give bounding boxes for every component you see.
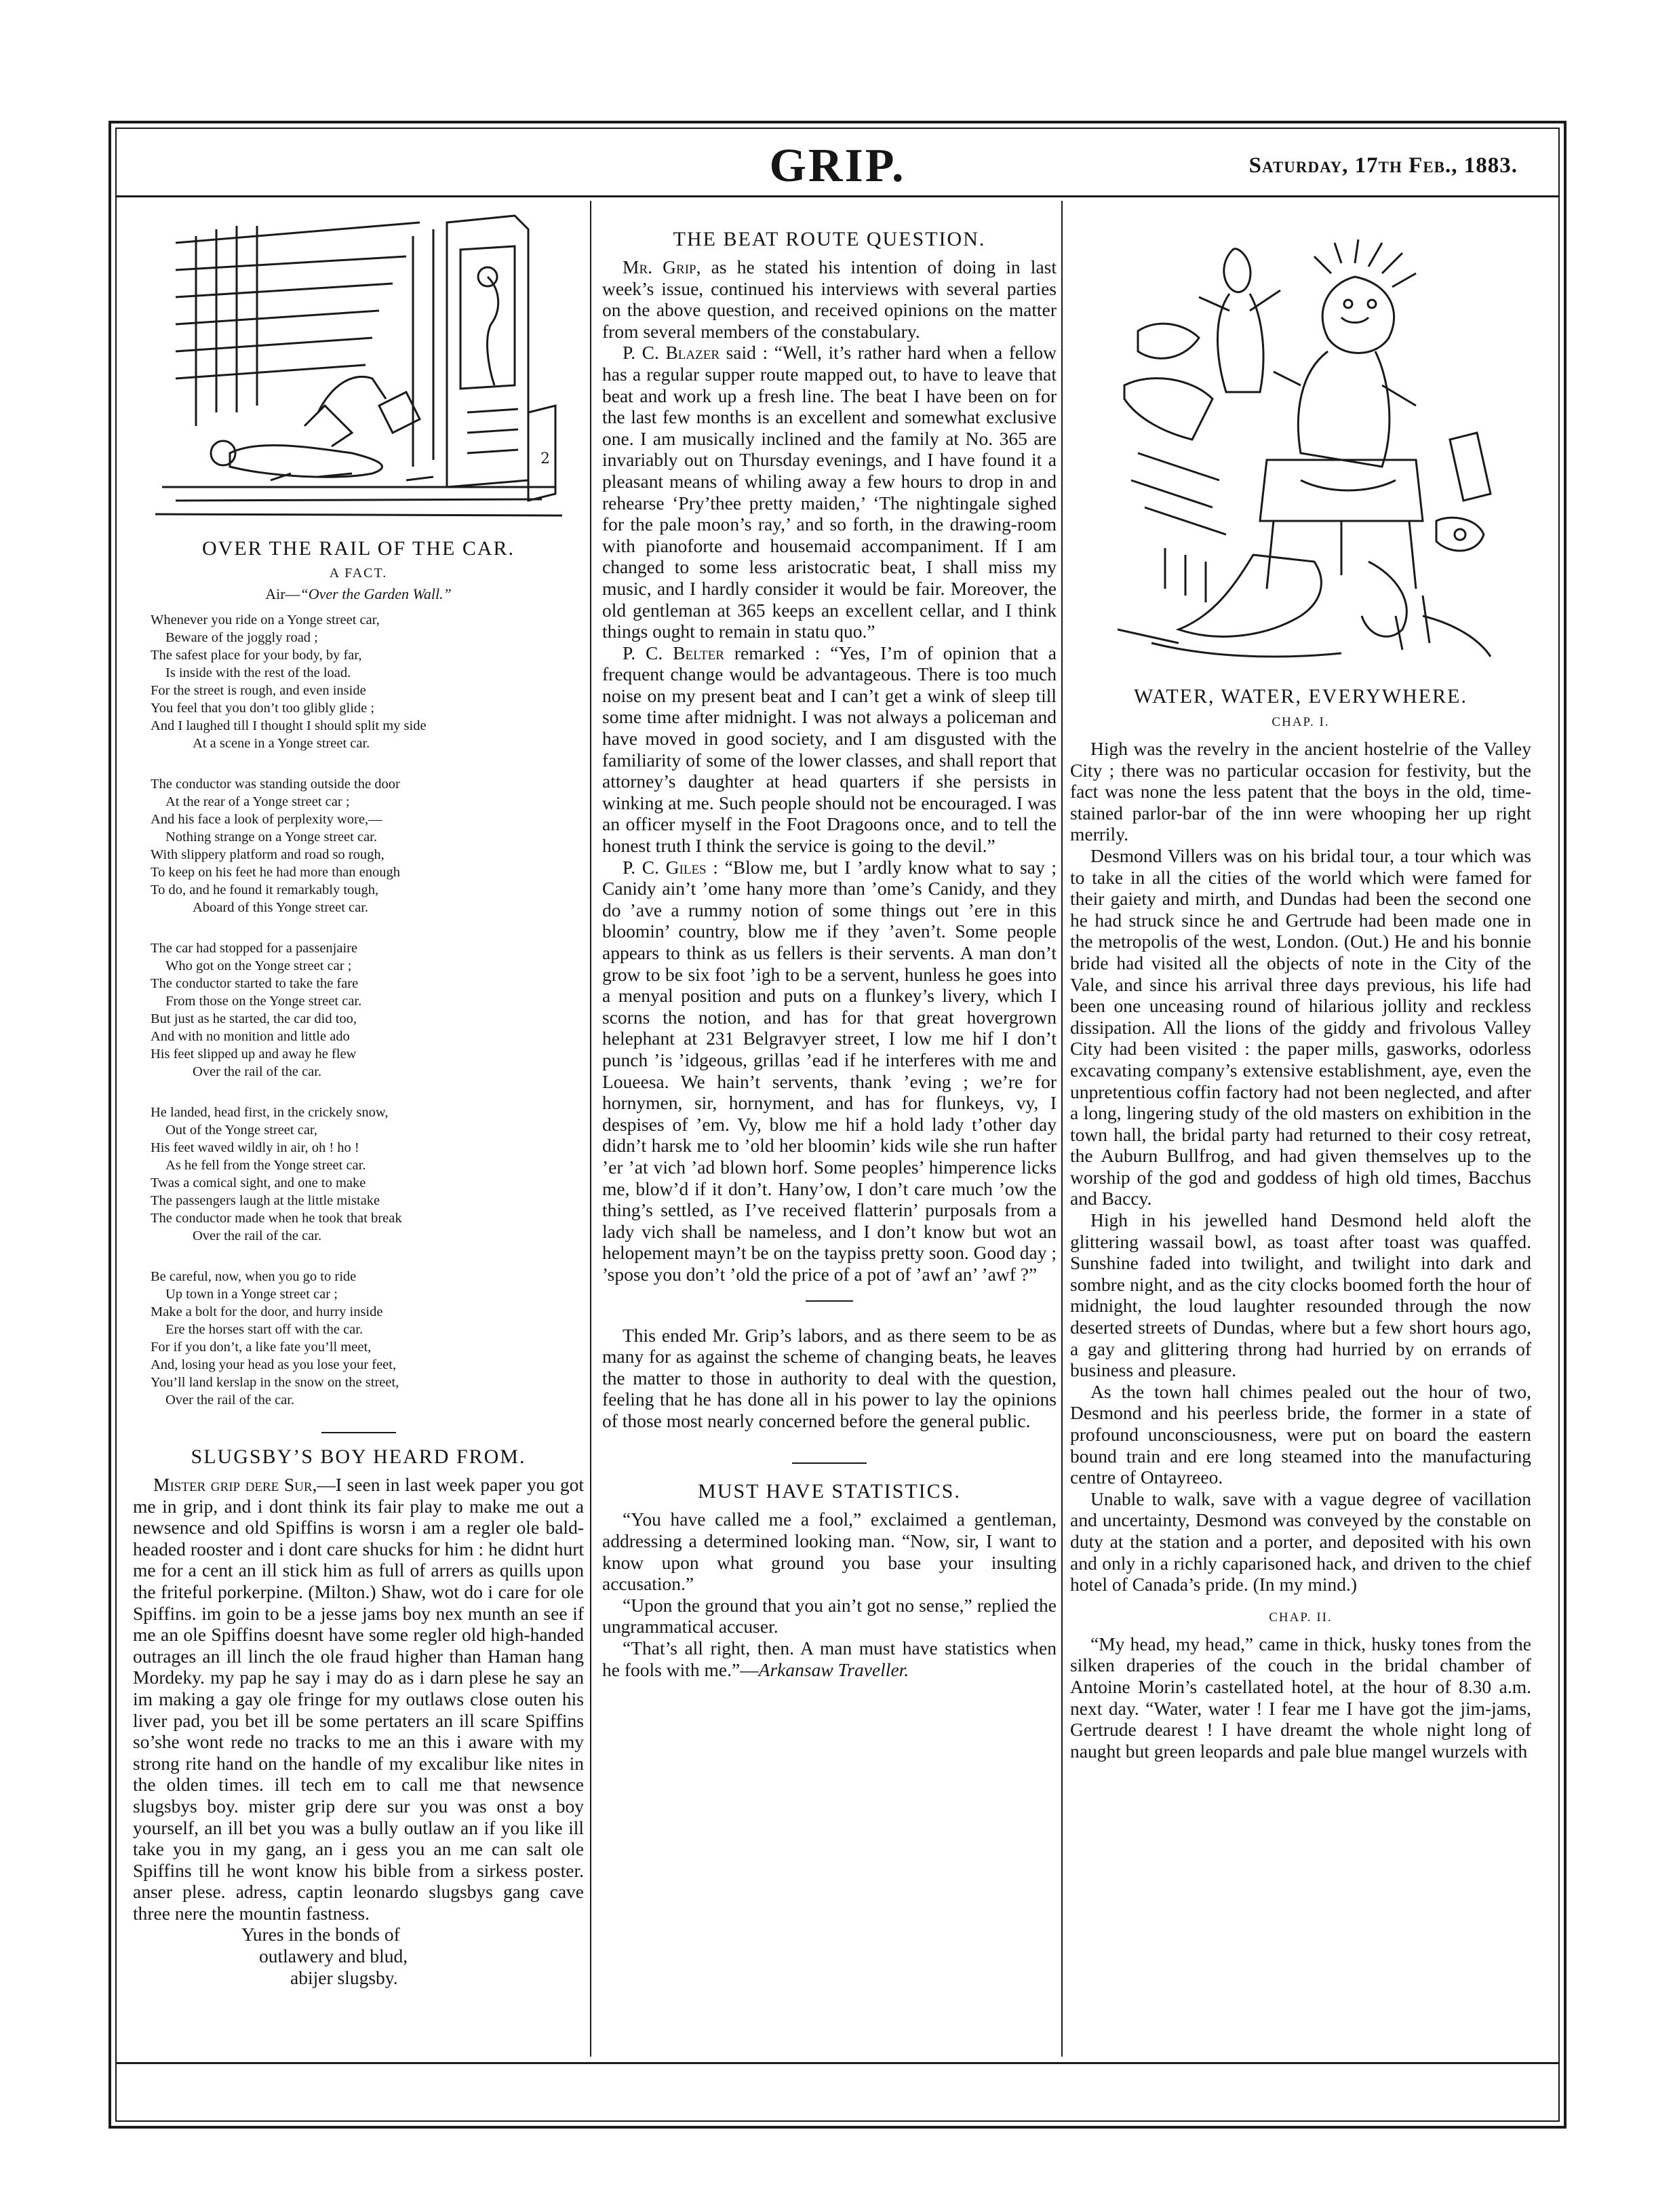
poem-line: Twas a comical sight, and one to make [151, 1176, 366, 1190]
poem-line: And, losing your head as you lose your feet, [151, 1357, 397, 1372]
poem-line: The conductor was standing outside the door [151, 777, 400, 792]
beat-text: : “Blow me, but I ’ardly know what to say ; Canidy ain’t ’ome hany more than ’ome’s Canidy, and they do ’ave a rummy notion of some things out ’ere in this bloomin’ country, blow me if they ’aven’t. Some people appears to think as us fellers is their servents. A man don’t grow to be six foot ’igh to be a servent, hunless he goes into a menyal position and puts on a flunkey’s livery, which I scorns the notion, and has for that great hovergrown helephant at 231 Belgravyer street, I low me hif I don’t punch ’is ’idgeous, grillas ’ead if he interferes with me and Loueesa. We hain’t servents, thank ’eving ; we’re for hornymen, sir, hornyment, and has for flunkeys, vy, I despises of ’em. Vy, blow me hif a hold lady t’other day didn’t harsk me to ’old her bloomin’ kids wile she run hafter ’er ’at vich ’ad blown horf. Some peoples’ himperence licks me, blow’d if it don’t. Hany’ow, I don’t care much ’ow the thing’s settled, as I’ve received flatterin’ purposals from a lady vich shall be nameless, and I don’t know but wot an helopement mayn’t be on the taypiss pretty soon. Good day ; ’spose you don’t ’old the price of a pot of ’awf an’ ’awf ?” [602, 856, 1057, 1285]
slugsby-signoff-2: outlawery and blud, [259, 1945, 408, 1967]
poem-line: Over the rail of the car. [193, 1228, 322, 1243]
beat-text: as he stated his intention of doing in last week’s issue, continued his interviews with several parties on the above question, and received opinions on the matter from several members of the constabulary. [602, 256, 1057, 342]
poem-line: To do, and he found it remarkably tough, [151, 882, 379, 897]
stats-paragraph: “Upon the ground that you ain’t got no sense,” replied the ungrammatical accuser. [602, 1594, 1057, 1637]
poem-line: Is inside with the rest of the load. [165, 665, 351, 680]
poem-line: The safest place for your body, by far, [151, 648, 362, 663]
poem-line: Nothing strange on a Yonge street car. [165, 830, 377, 845]
poem-line: To keep on his feet he had more than enough [151, 865, 401, 880]
poem-line: And with no monition and little ado [151, 1029, 350, 1044]
beat-lead: Mr. Grip, [623, 256, 701, 277]
stats-title: MUST HAVE STATISTICS. [698, 1480, 961, 1503]
stats-text: “That’s all right, then. A man must have statistics when he fools with me.”— [602, 1637, 1057, 1680]
slugsby-salutation: Mister grip dere Sur, [153, 1474, 317, 1495]
water-chapter-2: CHAP. II. [1269, 1610, 1333, 1625]
beat-paragraph [602, 342, 1057, 642]
section-divider [321, 1432, 396, 1433]
poem-body [133, 611, 584, 1409]
poem-line: You’ll land kerslap in the snow on the street, [151, 1375, 399, 1390]
poem-line: The passengers laugh at the little mistake [151, 1193, 380, 1208]
poem-line: Be careful, now, when you go to ride [151, 1269, 357, 1284]
poem-air [133, 585, 584, 603]
beat-lead: P. C. Giles [623, 856, 707, 878]
poem-line: Up town in a Yonge street car ; [165, 1287, 338, 1302]
poem-line: His feet waved wildly in air, oh ! ho ! [151, 1140, 359, 1155]
water-paragraph: Desmond Villers was on his bridal tour, a tour which was to take in all the cities of the world which were famed for their gaiety and mirth, and Dundas had been the second one he had struck since he and Gertrude had been made one in the metropolis of the west, London. (Out.) He and his bonnie bride had visited all the objects of note in the City of the Vale, and since his arrival three days previous, his life had been one unceasing round of hilarious jollity and reckless dissipation. All the lions of the giddy and frivolous Valley City had been visited : the paper mills, gasworks, odorless excavating company’s extensive establishment, aye, even the unpretentious coffin factory had not been neglected, and after a long, lingering study of the old masters on exhibition in the town hall, the bridal party had returned to their cosy retreat, the Auburn Bullfrog, and had given themselves up to the worship of the god and goddess of high old times, Bacchus and Baccy. [1070, 845, 1531, 1209]
water-chapter-1: CHAP. I. [1272, 715, 1330, 729]
poem-stanza [151, 1268, 584, 1409]
poem-line: Over the rail of the car. [165, 1393, 295, 1408]
water-paragraph: High in his jewelled hand Desmond held aloft the glittering wassail bowl, as toast after toast was quaffed. Sunshine faded into twilight, and twilight into dark and sombre night, and as the city clocks boomed forth the hour of midnight, the loud laughter resounded through the now deserted streets of Dundas, where but a few short hours ago, a gay and glittering throng had hurried by on errands of business and pleasure. [1070, 1209, 1531, 1381]
poem-line: Whenever you ride on a Yonge street car, [151, 613, 380, 627]
masthead-title: GRIP. [769, 140, 906, 192]
poem-line: Aboard of this Yonge street car. [193, 900, 369, 915]
section-divider [806, 1300, 853, 1302]
streetcar-drawing [149, 209, 569, 528]
poem-stanza [151, 775, 584, 916]
beat-text: said : “Well, it’s rather hard when a fellow has a regular supper route mapped out, to have to leave that beat and work up a fresh line. The beat I have been on for the last few months is an excellent and somewhat exclusive one. I am musically inclined and the family at No. 365 are invariably out on Thursday evenings, and I have found it a pleasant means of whiling away a few hours to drop in and rehearse ‘Pry’thee pretty maiden,’ ‘The nightingale sighed for the pale moon’s ray,’ and so forth, in the drawing-room with pianoforte and housemaid accompaniment. If I am changed to some less aristocratic beat, I shall miss my music, and I hardly consider it would be fair. Moreover, the old gentleman at 365 keeps an excellent cellar, and I think things ought to remain in statu quo.” [602, 342, 1057, 642]
poem-air-title: “Over the Garden Wall.” [300, 585, 452, 602]
poem-subtitle: A FACT. [329, 566, 388, 581]
water-paragraph: As the town hall chimes pealed out the hour of two, Desmond and his peerless bride, the former in a state of profound unconsciousness, were put on board the eastern bound train and ere long steamed into the manufacturing centre of Ontayreeo. [1070, 1380, 1531, 1488]
slugsby-signoff-1: Yures in the bonds of [241, 1924, 400, 1945]
poem-line: The conductor made when he took that break [151, 1211, 402, 1226]
poem-line: Make a bolt for the door, and hurry inside [151, 1304, 383, 1319]
water-paragraph: “My head, my head,” came in thick, husky tones from the silken draperies of the couch in the bridal chamber of Antoine Morin’s castellated hotel, at the hour of 8.30 a.m. next day. “Water, water ! I fear me I have got the jim-jams, Gertrude dearest ! I have dreamt the whole night long of naught but green leopards and pale blue mangel wurzels with [1070, 1633, 1531, 1762]
poem-line: At a scene in a Yonge street car. [193, 736, 370, 751]
water-paragraph: High was the revelry in the ancient hostelrie of the Valley City ; there was no particular occasion for festivity, but the fact was none the less patent that the boys in the old, time-stained parlor-bar of the inn were whooping her up right merrily. [1070, 738, 1531, 845]
poem-line: Ere the horses start off with the car. [165, 1322, 363, 1337]
slugsby-title: SLUGSBY’S BOY HEARD FROM. [191, 1445, 526, 1468]
poem-line: His feet slipped up and away he flew [151, 1047, 357, 1062]
poem-line: For if you don’t, a like fate you’ll meet, [151, 1340, 372, 1355]
column-3 [1070, 209, 1531, 1762]
poem-title: OVER THE RAIL OF THE CAR. [201, 537, 515, 560]
poem-line: You feel that you don’t too glibly glide ; [151, 701, 375, 716]
column-1 [133, 209, 584, 1988]
column-rule-1 [590, 201, 591, 2057]
beat-paragraph [602, 256, 1057, 342]
slugsby-body: —I seen in last week paper you got me in grip, and i dont think its fair play to make me out a newsence and old Spiffins is worsn i am a regler ole bald-headed rooster and i dont care shucks for him : he didnt hurt me for a cent an ill stick him as full of arrers as quills upon the friteful porkerpine. (Milton.) Shaw, wot do i care for ole Spiffins. im goin to be a jesse jams boy nex munth an see if me an ole Spiffins doesnt have some regler old high-handed outrages an ill linch the ole fraud higher than Haman hang Mordeky. my pap he say i may do as i darn plese he say an im making a gay ole fringe for my outlaws close outen his liver pad, you bet ill be some pertaters an ill scare Spiffins so’she wont rede no tracks to me an this i aware with my strong rite hand on the handle of my excalibur like nites in the olden times. ill tech em to call me that newsence slugsbys boy. mister grip dere sur you was onst a boy yourself, an ill bet you was a bully outlaw an if you like ill take you in my gang, an i gess you an me can salt ole Spiffins till he wont know his bible from a sirkess poster. anser plese. adress, captin leonardo slugsbys gang cave three nere the mountin fastness. [133, 1474, 584, 1924]
column-rule-2 [1061, 201, 1063, 2057]
beat-lead: P. C. Belter [623, 642, 724, 663]
poem-line: As he fell from the Yonge street car. [165, 1158, 366, 1173]
jim-jams-drawing [1097, 236, 1504, 670]
water-paragraph: Unable to walk, save with a vague degree of vacillation and uncertainty, Desmond was conveyed by the constable on duty at the station and a porter, and deposited with his own and only in a richly caparisoned hack, and driven to the chief hotel of Canada’s pride. (In my mind.) [1070, 1488, 1531, 1595]
svg-text:2: 2 [540, 450, 550, 467]
poem-line: And his face a look of perplexity wore,— [151, 812, 382, 827]
stats-paragraph: “You have called me a fool,” exclaimed a gentleman, addressing a determined looking man. “Now, sir, I want to know upon what ground you base your insulting accusation.” [602, 1509, 1057, 1595]
poem-stanza [151, 1104, 584, 1245]
poem-line: At the rear of a Yonge street car ; [165, 794, 350, 809]
poem-line: And I laughed till I thought I should split my side [151, 718, 427, 733]
column-2 [602, 209, 1057, 1680]
beat-lead: P. C. Blazer [623, 342, 720, 364]
stats-source: Arkansaw Traveller. [758, 1658, 909, 1680]
poem-line: But just as he started, the car did too, [151, 1011, 357, 1026]
poem-line: He landed, head first, in the crickely snow, [151, 1105, 389, 1120]
slugsby-letter [133, 1474, 584, 1924]
slugsby-signoff-3: abijer slugsby. [290, 1966, 398, 1988]
poem-stanza [151, 939, 584, 1081]
poem-line: Beware of the joggly road ; [165, 630, 318, 645]
poem-line: For the street is rough, and even inside [151, 683, 366, 698]
poem-line: Out of the Yonge street car, [165, 1123, 318, 1138]
streetcar-illustration [149, 209, 569, 528]
section-divider [792, 1462, 867, 1464]
beat-paragraph [602, 642, 1057, 857]
poem-air-prefix: Air— [265, 585, 300, 602]
poem-line: The car had stopped for a passenjaire [151, 941, 358, 956]
poem-line: From those on the Yonge street car. [165, 994, 362, 1009]
beat-paragraph [602, 857, 1057, 1285]
water-title: WATER, WATER, EVERYWHERE. [1134, 685, 1467, 707]
water-illustration [1097, 236, 1504, 670]
poem-stanza [151, 611, 584, 752]
footer-rule [115, 2062, 1560, 2064]
poem-line: Over the rail of the car. [193, 1064, 322, 1079]
beat-title: THE BEAT ROUTE QUESTION. [673, 228, 986, 250]
poem-line: With slippery platform and road so rough, [151, 847, 385, 862]
beat-text: remarked : “Yes, I’m of opinion that a frequent change would be advantageous. There is too much noise on my present beat and I can’t get a wink of sleep till some time after midnight. I was not always a policeman and have moved in good society, and I am disgusted with the familiarity of some of the lower classes, and shall report that attorney’s daughter at head quarters if she persists in winking at me. Such people should not be encouraged. I was an officer myself in the Foot Dragoons once, and to tell the honest truth I think the service is going to the devil.” [602, 642, 1057, 857]
poem-line: Who got on the Yonge street car ; [165, 958, 352, 973]
masthead-date: Saturday, 17th Feb., 1883. [1248, 153, 1518, 178]
stats-paragraph [602, 1637, 1057, 1680]
masthead-rule [115, 195, 1560, 197]
beat-closing: This ended Mr. Grip’s labors, and as there seem to be as many for as against the scheme of changing beats, he leaves the matter to those in authority to deal with the question, feeling that he has done all in his power to lay the opinions of those most nearly concerned before the general public. [602, 1324, 1057, 1431]
poem-line: The conductor started to take the fare [151, 976, 359, 991]
